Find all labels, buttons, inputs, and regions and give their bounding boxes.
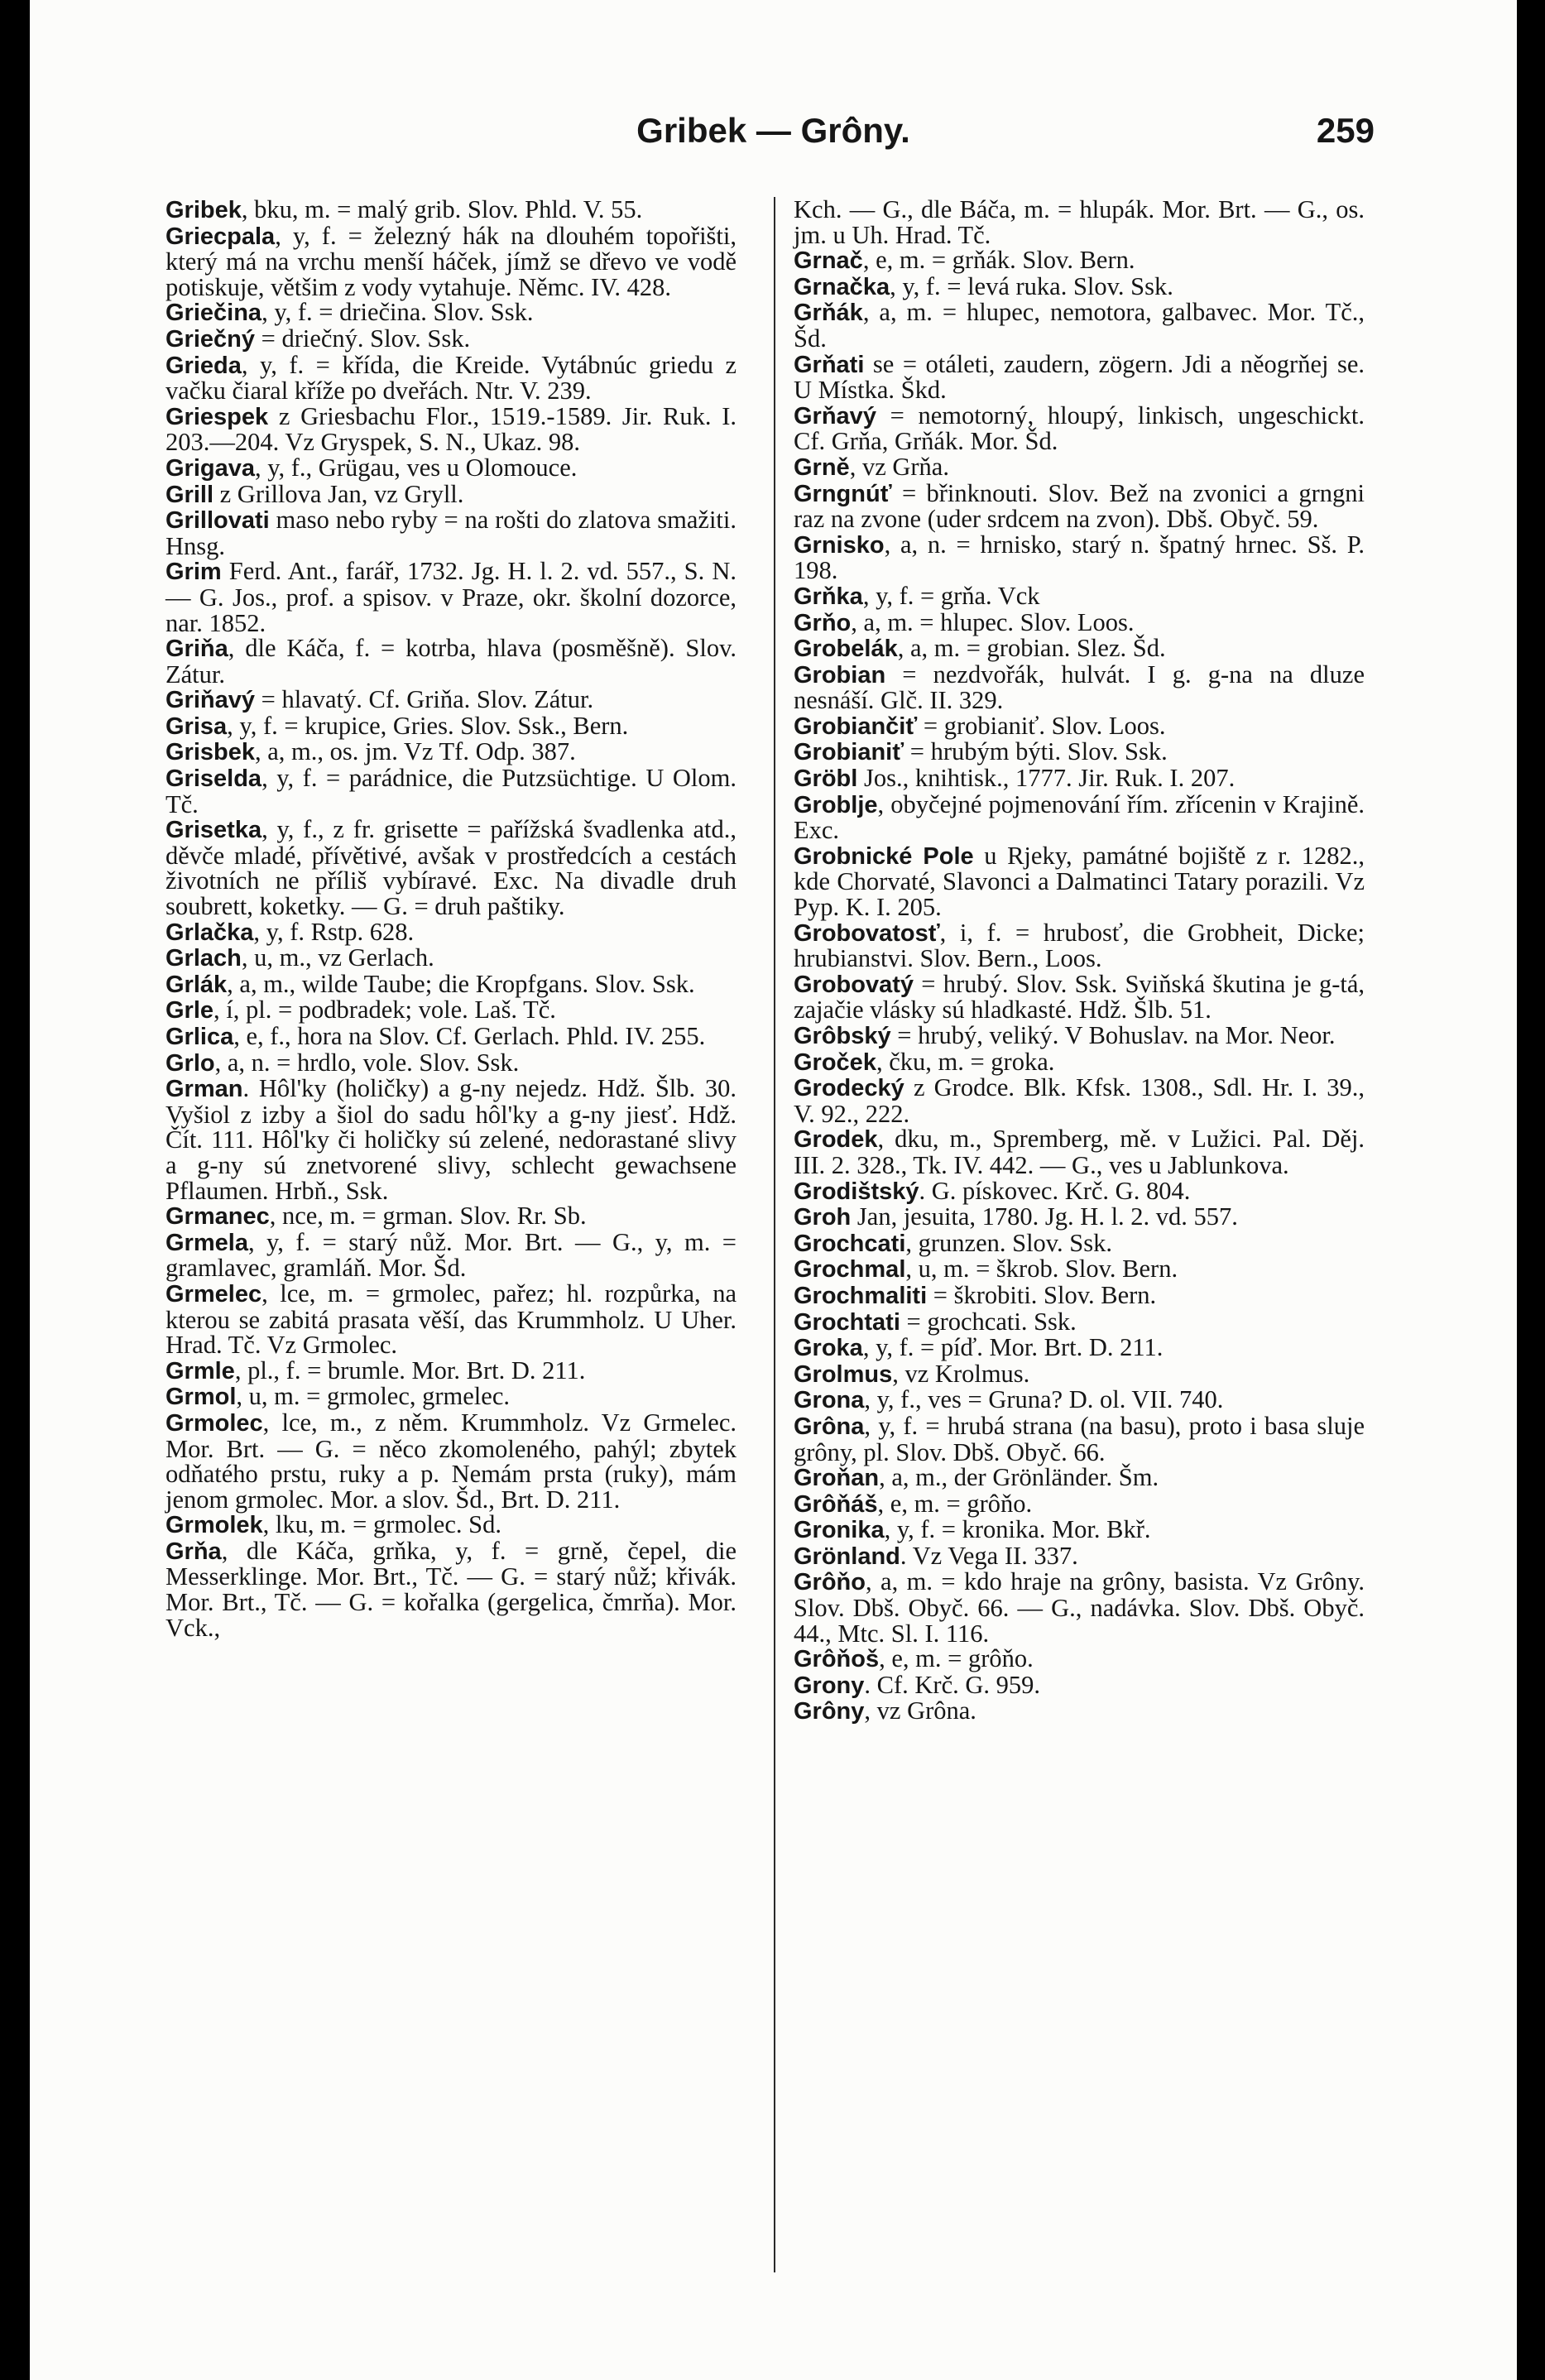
entry-definition: , y, f. = parádnice, die Putzsüchtige. U Olom. Tč.	[166, 764, 737, 818]
entry-definition: , grunzen. Slov. Ssk.	[905, 1228, 1113, 1257]
entry-headword: Gronika	[794, 1517, 885, 1544]
entry-definition: , nce, m. = grman. Slov. Rr. Sb.	[269, 1202, 587, 1231]
entry-definition: , a, m., wilde Taube; die Kropfgans. Slov. Ssk.	[227, 969, 695, 998]
entry-definition: maso nebo ryby = na rošti do zlatova smažiti. Hnsg.	[166, 506, 737, 560]
entry-definition: , dku, m., Spremberg, mě. v Lužici. Pal. Děj. III. 2. 328., Tk. IV. 442. — G., ves u Jablunkova.	[794, 1125, 1365, 1179]
dictionary-entry	[166, 636, 737, 687]
entry-headword: Grňa	[166, 1538, 222, 1565]
dictionary-entry	[166, 559, 737, 636]
entry-definition: = nezdvořák, hulvát. I g. g-na na dluze nesnáší. Glč. II. 329.	[794, 660, 1365, 715]
entry-definition: = škrobiti. Slov. Bern.	[927, 1280, 1157, 1309]
entry-definition: , a, m. = kdo hraje na grôny, basista. Vz Grôny. Slov. Dbš. Obyč. 66. — G., nadávka. Slov. Dbš. Obyč. 44., Mtc. Sl. I. 116.	[794, 1567, 1365, 1648]
dictionary-entry	[166, 713, 737, 740]
entry-headword: Grňo	[794, 609, 852, 636]
entry-definition: se = otáleti, zaudern, zögern. Jdi a něogrňej se. U Místka. Škd.	[794, 349, 1365, 405]
entry-definition: , i, f. = hrubosť, die Grobheit, Dicke; hrubianstvi. Slov. Bern., Loos.	[794, 918, 1365, 973]
dictionary-entry	[794, 1023, 1365, 1049]
entry-headword: Grle	[166, 997, 214, 1024]
dictionary-entry	[166, 1024, 737, 1050]
dictionary-entry	[794, 247, 1365, 274]
entry-headword: Grôňáš	[794, 1490, 878, 1518]
entry-definition: = driečný. Slov. Ssk.	[255, 324, 471, 353]
dictionary-entry	[794, 843, 1365, 920]
entry-headword: Grôňoš	[794, 1646, 880, 1673]
entry-headword: Griespek	[166, 403, 269, 430]
entry-definition: = nemotorný, hloupý, linkisch, ungeschickt. Cf. Grňa, Grňák. Mor. Šd.	[794, 401, 1365, 456]
dictionary-entry	[794, 454, 1365, 481]
entry-headword: Grolmus	[794, 1360, 893, 1388]
dictionary-entry	[166, 479, 737, 508]
dictionary-entry	[166, 765, 737, 817]
entry-headword: Grobian	[794, 661, 886, 689]
entry-definition: , í, pl. = podbradek; vole. Laš. Tč.	[214, 996, 556, 1024]
entry-definition: , a, m. = hlupec, nemotora, galbavec. Mor. Tč., Šd.	[794, 298, 1365, 353]
dictionary-entry	[794, 1309, 1365, 1336]
dictionary-page	[30, 0, 1517, 2380]
entry-definition: , a, m. = hlupec. Slov. Loos.	[851, 607, 1135, 636]
entry-headword: Grieda	[166, 352, 242, 379]
entry-definition: Ferd. Ant., farář, 1732. Jg. H. l. 2. vd. 557., S. N. — G. Jos., prof. a spisov. v Praze, okr. školní dozorce, nar. 1852.	[166, 557, 737, 637]
dictionary-entry	[794, 1361, 1365, 1388]
dictionary-entry	[794, 1280, 1365, 1309]
entry-definition: , a, m., der Grönländer. Šm.	[879, 1463, 1159, 1492]
dictionary-entry	[166, 1050, 737, 1077]
entry-definition: . Hôl'ky (holičky) a g-ny nejedz. Hdž. Šlb. 30. Vyšiol z izby a šiol do sadu hôl'ky a g-ny jiesť. Hdž. Čít. 111. Hôl'ky či holičky sú zelené, nedorastané slivy a g-ny sú znetvorené slivy, schlecht gewachsene Pflaumen. Hrbň., Ssk.	[166, 1074, 737, 1205]
entry-headword: Groka	[794, 1335, 863, 1362]
entry-headword: Grňati	[794, 351, 865, 378]
entry-headword: Grlo	[166, 1049, 215, 1077]
dictionary-entry	[794, 1672, 1365, 1699]
entry-definition: , a, n. = hrdlo, vole. Slov. Ssk.	[214, 1048, 520, 1077]
dictionary-entry	[166, 507, 737, 559]
entry-headword: Grmol	[166, 1384, 237, 1411]
entry-definition: , vz Krolmus.	[892, 1359, 1030, 1388]
dictionary-entry	[166, 1410, 737, 1512]
left-column	[166, 197, 737, 1640]
entry-headword: Grobiančiť	[794, 713, 918, 740]
entry-definition: = grobianiť. Slov. Loos.	[917, 711, 1166, 740]
dictionary-entry	[794, 1075, 1365, 1126]
dictionary-entry	[794, 1126, 1365, 1178]
entry-definition: , lku, m. = grmolec. Sd.	[262, 1510, 501, 1539]
entry-definition: , y, f. = grňa. Vck	[862, 581, 1040, 610]
page-header	[30, 106, 1517, 156]
dictionary-entry	[794, 197, 1365, 247]
dictionary-entry	[166, 1358, 737, 1384]
dictionary-entry	[166, 300, 737, 326]
dictionary-entry	[166, 687, 737, 713]
entry-headword: Gröbl	[794, 765, 858, 793]
entry-definition: . Cf. Krč. G. 959.	[864, 1670, 1041, 1699]
entry-headword: Grönland	[794, 1543, 900, 1570]
entry-definition: , y, f. = křída, die Kreide. Vytábnúc griedu z vačku čiaral kříže po dveřách. Ntr. V. 239.	[166, 350, 737, 405]
entry-definition: u Rjeky, památné bojiště z r. 1282., kde Chorvaté, Slavonci a Dalmatinci Tatary porazili. Vz Pyp. K. I. 205.	[794, 841, 1365, 922]
entry-headword: Groblje	[794, 791, 878, 818]
dictionary-entry	[794, 789, 1365, 845]
entry-headword: Grigava	[166, 454, 255, 482]
entry-headword: Grisbek	[166, 739, 255, 766]
entry-definition: . Vz Vega II. 337.	[900, 1541, 1078, 1570]
entry-headword: Gribek	[166, 197, 242, 223]
entry-definition: , vz Grňa.	[849, 452, 949, 481]
entry-definition: , a, m., os. jm. Vz Tf. Odp. 387.	[255, 737, 576, 766]
entry-definition: , pl., f. = brumle. Mor. Brt. D. 211.	[234, 1356, 586, 1384]
entry-headword: Grillovati	[166, 507, 270, 535]
entry-headword: Grobelák	[794, 636, 898, 663]
entry-headword: Grodištský	[794, 1178, 919, 1205]
entry-definition: , u, m. = škrob. Slov. Bern.	[905, 1255, 1178, 1284]
entry-headword: Griselda	[166, 765, 262, 793]
dictionary-entry	[794, 739, 1365, 765]
entry-headword: Grlák	[166, 971, 228, 998]
entry-definition: , e, m. = grňák. Slov. Bern.	[862, 246, 1135, 275]
entry-definition: , e, m. = grôňo.	[879, 1644, 1034, 1673]
dictionary-entry	[794, 1204, 1365, 1231]
entry-headword: Grmolec	[166, 1409, 263, 1437]
right-column	[794, 197, 1365, 1725]
entry-headword: Grnisko	[794, 531, 885, 559]
entry-headword: Griečný	[166, 325, 255, 353]
dictionary-entry	[166, 1512, 737, 1538]
entry-headword: Grmelec	[166, 1280, 262, 1308]
entry-definition: z Grodce. Blk. Kfsk. 1308., Sdl. Hr. I. 39., V. 92., 222.	[794, 1073, 1365, 1128]
entry-headword: Grňka	[794, 583, 863, 610]
entry-definition: , e, m. = grôňo.	[877, 1489, 1033, 1518]
dictionary-entry	[166, 1281, 737, 1358]
entry-headword: Griňa	[166, 636, 228, 663]
dictionary-entry	[794, 1178, 1365, 1205]
dictionary-entry	[166, 739, 737, 765]
dictionary-entry	[166, 350, 737, 405]
dictionary-entry	[794, 1646, 1365, 1672]
entry-definition: , lce, m. = grmolec, pařez; hl. rozpůrka, na kterou se zabitá prasata věší, das Krummholz. U Uher. Hrad. Tč. Vz Grmolec.	[166, 1279, 737, 1360]
dictionary-entry	[794, 583, 1365, 610]
entry-headword: Grňavý	[794, 402, 876, 429]
entry-definition: = břinknouti. Slov. Bež na zvonici a grngni raz na zvone (uder srdcem na zvon). Dbš. Obyč. 59.	[794, 478, 1365, 534]
entry-headword: Grochmaliti	[794, 1282, 928, 1309]
entry-headword: Grôňo	[794, 1569, 866, 1596]
entry-definition: , e, f., hora na Slov. Cf. Gerlach. Phld. IV. 255.	[233, 1022, 706, 1050]
dictionary-entry	[166, 223, 737, 300]
dictionary-entry	[794, 607, 1365, 636]
entry-definition: , a, m. = grobian. Slez. Šd.	[897, 634, 1166, 663]
dictionary-entry	[166, 1227, 737, 1283]
entry-headword: Grmle	[166, 1357, 235, 1384]
entry-definition: , dle Káča, f. = kotrba, hlava (posměšně). Slov. Zátur.	[166, 634, 737, 689]
dictionary-entry	[794, 1517, 1365, 1543]
dictionary-entry	[166, 326, 737, 353]
entry-definition: , a, n. = hrnisko, starý n. špatný hrnec. Sš. P. 198.	[794, 530, 1365, 585]
dictionary-entry	[166, 401, 737, 457]
entry-headword: Grobovatý	[794, 971, 914, 998]
entry-definition: , bku, m. = malý grib. Slov. Phld. V. 55.	[241, 195, 643, 223]
entry-definition: , y, f. Rstp. 628.	[253, 917, 415, 946]
entry-headword: Grony	[794, 1672, 865, 1699]
dictionary-entry	[166, 969, 737, 998]
entry-headword: Grill	[166, 481, 214, 508]
dictionary-entry	[166, 817, 737, 919]
entry-headword: Grona	[794, 1387, 865, 1414]
dictionary-entry	[794, 532, 1365, 583]
dictionary-entry	[794, 1698, 1365, 1725]
entry-headword: Grngnúť	[794, 480, 892, 507]
entry-headword: Grochcati	[794, 1230, 906, 1257]
entry-headword: Griecpala	[166, 223, 276, 250]
entry-headword: Grochtati	[794, 1308, 900, 1336]
dictionary-entry	[794, 1228, 1365, 1257]
dictionary-entry	[794, 713, 1365, 740]
entry-headword: Grně	[794, 453, 850, 481]
entry-headword: Groček	[794, 1048, 876, 1076]
entry-definition: , y, f., z fr. grisette = pařížská švadlenka atd., děvče mladé, přívětivé, avšak v prostředcích a cestách životních ne příliš vybíravé. Exc. Na divadle druh soubrett, koketky. — G. = druh paštiky.	[166, 815, 737, 921]
entry-headword: Grisa	[166, 713, 228, 740]
dictionary-entry	[166, 455, 737, 482]
entry-definition: = hrubý. Slov. Ssk. Sviňská škutina je g-tá, zajačie vlásky sú hladkasté. Hdž. Šlb. 51.	[794, 969, 1365, 1024]
dictionary-entry	[166, 1203, 737, 1230]
entry-definition: , dle Káča, grňka, y, f. = grně, čepel, die Messerklinge. Mor. Brt., Tč. — G. = starý nůž; křivák. Mor. Brt., Tč. — G. = kořalka (gergelica, čmrňa). Mor. Vck.,	[166, 1536, 737, 1642]
entry-headword: Grisetka	[166, 817, 262, 844]
entry-headword: Grnačka	[794, 273, 890, 300]
dictionary-entry	[794, 765, 1365, 792]
entry-headword: Grnač	[794, 247, 863, 275]
entry-definition: , u, m., vz Gerlach.	[241, 943, 434, 972]
entry-headword: Griňavý	[166, 687, 255, 714]
entry-definition: = grochcati. Ssk.	[900, 1307, 1077, 1336]
entry-headword: Grmolek	[166, 1512, 263, 1539]
entry-headword: Grochmal	[794, 1256, 906, 1284]
dictionary-entry	[794, 920, 1365, 972]
dictionary-entry	[794, 1465, 1365, 1491]
entry-definition: Jan, jesuita, 1780. Jg. H. l. 2. vd. 557.	[851, 1202, 1238, 1231]
entry-definition: , lce, m., z něm. Krummholz. Vz Grmelec. Mor. Brt. — G. = něco zkomoleného, pahýl; zbytek odňatého prstu, ruky a p. Nemám prsta (ruky), mám jenom grmolec. Mor. a slov. Šd., Brt. D. 211.	[166, 1408, 737, 1514]
dictionary-entry	[794, 636, 1365, 662]
dictionary-entry	[166, 945, 737, 972]
entry-definition: Jos., knihtisk., 1777. Jir. Ruk. I. 207.	[857, 764, 1236, 793]
dictionary-entry	[166, 1384, 737, 1410]
entry-definition: = hlavatý. Cf. Griňa. Slov. Zátur.	[255, 685, 594, 714]
entry-definition: , y, f., ves = Gruna? D. ol. VII. 740.	[864, 1385, 1224, 1414]
entry-headword: Grmela	[166, 1229, 248, 1256]
entry-definition: , vz Grôna.	[864, 1696, 976, 1725]
entry-definition: , u, m. = grmolec, grmelec.	[236, 1382, 510, 1411]
dictionary-entry	[794, 478, 1365, 534]
dictionary-entry	[794, 1335, 1365, 1361]
entry-definition: , y, f. = starý nůž. Mor. Brt. — G., y, m. = gramlavec, gramláň. Mor. Šd.	[166, 1227, 737, 1283]
entry-headword: Grlica	[166, 1024, 234, 1050]
entry-definition: , y, f., Grügau, ves u Olomouce.	[255, 453, 578, 482]
entry-definition: z Grillova Jan, vz Gryll.	[214, 479, 464, 508]
dictionary-entry	[166, 919, 737, 946]
entry-definition: , y, f. = píď. Mor. Brt. D. 211.	[862, 1333, 1164, 1362]
entry-headword: Groh	[794, 1204, 852, 1231]
entry-definition: , čku, m. = groka.	[876, 1047, 1055, 1076]
entry-definition: z Griesbachu Flor., 1519.-1589. Jir. Ruk. I. 203.—204. Vz Gryspek, S. N., Ukaz. 98.	[166, 401, 737, 457]
dictionary-entry	[794, 349, 1365, 405]
dictionary-entry	[794, 1569, 1365, 1646]
entry-headword: Grôbský	[794, 1023, 891, 1049]
dictionary-entry	[794, 1413, 1365, 1465]
entry-headword: Grňák	[794, 300, 863, 327]
entry-definition: , y, f. = levá ruka. Slov. Ssk.	[890, 271, 1173, 300]
entry-definition: Kch. — G., dle Báča, m. = hlupák. Mor. Brt. — G., os. jm. u Uh. Hrad. Tč.	[794, 195, 1365, 249]
entry-definition: , y, f. = kronika. Mor. Bkř.	[884, 1515, 1151, 1544]
entry-definition: . G. pískovec. Krč. G. 804.	[919, 1176, 1191, 1205]
entry-definition: , y, f. = driečina. Slov. Ssk.	[261, 298, 534, 327]
entry-headword: Groňan	[794, 1465, 880, 1492]
entry-definition: , y, f. = železný hák na dlouhém topořišti, který má na vrchu menší háček, jímž se dřevo ve vodě potiskuje, většim z vody vytahuje. Němc. IV. 428.	[166, 221, 737, 301]
dictionary-entry	[794, 662, 1365, 713]
dictionary-entry	[166, 1076, 737, 1203]
entry-headword: Griečina	[166, 300, 262, 327]
entry-headword: Grôna	[794, 1413, 865, 1440]
entry-headword: Grodek	[794, 1126, 878, 1154]
entry-headword: Grobianiť	[794, 739, 904, 766]
dictionary-entry	[794, 1049, 1365, 1076]
entry-definition: , obyčejné pojmenování řím. zřícenin v Krajině. Exc.	[794, 789, 1365, 845]
page-number: 259	[1316, 111, 1375, 150]
dictionary-entry	[166, 997, 737, 1024]
column-divider	[774, 197, 775, 2272]
dictionary-entry	[794, 1387, 1365, 1413]
dictionary-entry	[794, 271, 1365, 300]
entry-headword: Grobovatosť	[794, 919, 940, 947]
entry-definition: , y, f. = krupice, Gries. Slov. Ssk., Bern.	[227, 711, 629, 740]
running-head: Gribek — Grôny.	[636, 111, 910, 150]
entry-headword: Grlach	[166, 945, 242, 972]
entry-definition: , y, f. = hrubá strana (na basu), proto i basa sluje grôny, pl. Slov. Dbš. Obyč. 66.	[794, 1411, 1365, 1466]
dictionary-entry	[794, 1256, 1365, 1283]
entry-headword: Grman	[166, 1076, 243, 1103]
entry-headword: Grlačka	[166, 919, 254, 946]
entry-definition: = hrubým býti. Slov. Ssk.	[904, 737, 1168, 766]
entry-headword: Grodecký	[794, 1075, 904, 1102]
dictionary-entry	[794, 300, 1365, 351]
dictionary-entry	[794, 969, 1365, 1024]
dictionary-entry	[794, 1543, 1365, 1570]
dictionary-entry	[166, 197, 737, 223]
entry-headword: Grim	[166, 559, 222, 586]
entry-headword: Grmanec	[166, 1203, 270, 1231]
dictionary-entry	[166, 1538, 737, 1640]
entry-definition: = hrubý, veliký. V Bohuslav. na Mor. Neor.	[890, 1021, 1336, 1049]
entry-headword: Grobnické Pole	[794, 842, 974, 870]
dictionary-entry	[794, 1491, 1365, 1518]
entry-headword: Grôny	[794, 1698, 865, 1725]
dictionary-entry	[794, 403, 1365, 454]
